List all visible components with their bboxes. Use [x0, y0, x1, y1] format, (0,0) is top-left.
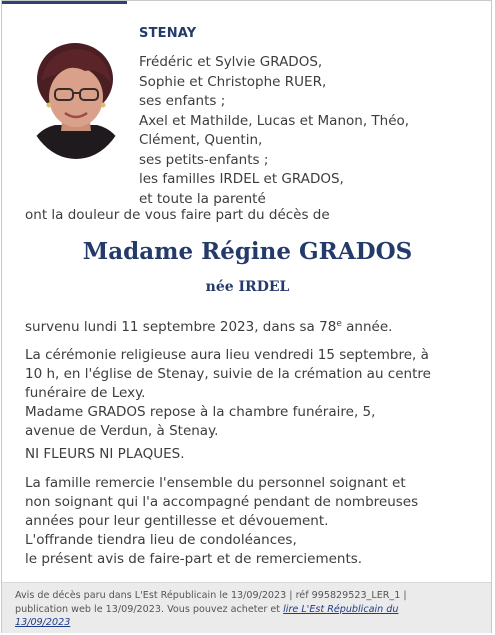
thanks-line: non soignant qui l'a accompagné pendant de nombreuses — [25, 494, 419, 510]
family-list — [139, 53, 409, 209]
portrait-image — [25, 33, 127, 159]
family-line: et toute la parenté — [139, 190, 266, 207]
family-line: Axel et Mathilde, Lucas et Manon, Théo, — [139, 112, 410, 129]
city-heading: STENAY — [139, 26, 197, 41]
death-ordinal: e — [336, 319, 342, 329]
accent-bar — [2, 1, 127, 4]
obituary-card — [1, 0, 492, 633]
buy-newspaper-link-date[interactable]: 13/09/2023 — [15, 617, 71, 628]
family-line: ses enfants ; — [139, 93, 226, 109]
maiden-name: née IRDEL — [205, 279, 290, 295]
ceremony-paragraph — [25, 346, 475, 441]
thanks-line: La famille remercie l'ensemble du personnel soignant et — [25, 475, 406, 491]
ceremony-line: 10 h, en l'église de Stenay, suivie de la crémation au centre — [25, 366, 431, 382]
announcement-intro: ont la douleur de vous faire part du décès de — [25, 207, 330, 223]
buy-newspaper-link[interactable]: lire L'Est Républicain du — [283, 603, 399, 615]
portrait-photo — [25, 33, 127, 159]
family-line: les familles IRDEL et GRADOS, — [139, 171, 344, 187]
publication-footer — [2, 582, 491, 633]
death-date-text — [25, 318, 475, 337]
death-text: survenu lundi 11 septembre 2023, dans sa 78 — [25, 319, 337, 335]
family-line: Clément, Quentin, — [139, 132, 263, 148]
ceremony-line: Madame GRADOS repose à la chambre funéraire, 5, — [25, 404, 376, 420]
thanks-line: années pour leur gentillesse et dévouement. — [25, 513, 329, 529]
thanks-line: le présent avis de faire-part et de remerciements. — [25, 551, 363, 567]
deceased-name: Madame Régine GRADOS — [82, 238, 413, 265]
footer-line-3 — [15, 616, 481, 630]
family-line: Sophie et Christophe RUER, — [139, 73, 327, 90]
death-text-end: année. — [341, 319, 393, 335]
ceremony-line: avenue de Verdun, à Stenay. — [25, 423, 219, 439]
flowers-notice: NI FLEURS NI PLAQUES. — [25, 446, 185, 462]
thanks-paragraph — [25, 474, 475, 569]
ceremony-line: La cérémonie religieuse aura lieu vendredi 15 septembre, à — [25, 347, 429, 363]
footer-line-2 — [15, 603, 481, 617]
family-line: ses petits-enfants ; — [139, 151, 269, 168]
family-line: Frédéric et Sylvie GRADOS, — [139, 54, 323, 70]
footer-text: publication web le 13/09/2023. Vous pouvez acheter et — [15, 603, 284, 615]
footer-line-1: Avis de décès paru dans L'Est Républicain le 13/09/2023 | réf 995829523_LER_1 | — [15, 590, 407, 601]
ceremony-line: funéraire de Lexy. — [25, 385, 146, 401]
thanks-line: L'offrande tiendra lieu de condoléances, — [25, 532, 297, 548]
